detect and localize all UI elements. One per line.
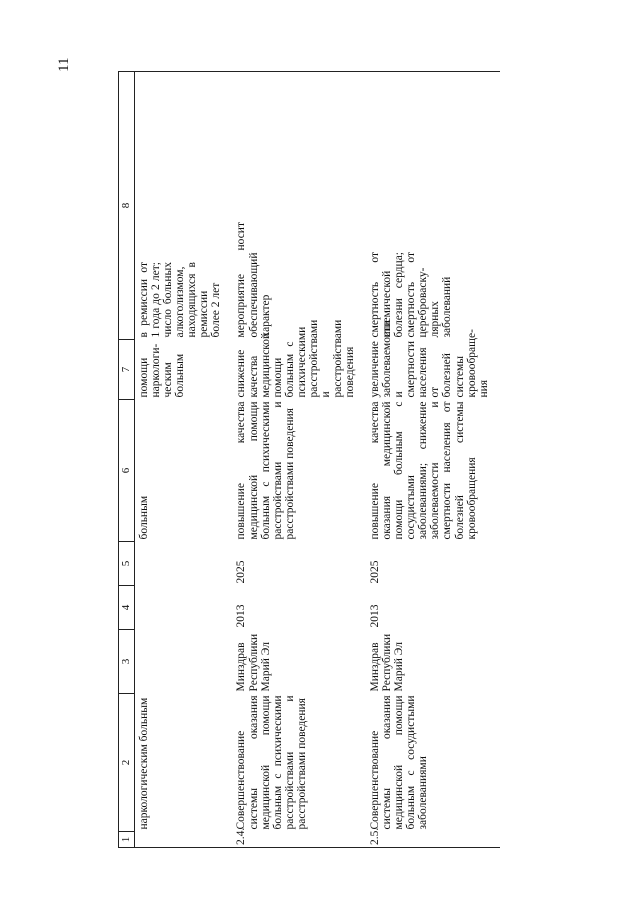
cell-end: 2025 (369, 560, 382, 584)
col-header-6: 6 (119, 400, 135, 542)
cell-end: 2025 (235, 560, 248, 584)
cell-num: 2.5. (366, 832, 500, 848)
table-row (366, 72, 500, 848)
cell-start (135, 586, 233, 630)
cell-executor: Минздрав Республики Марий Эл (235, 633, 272, 692)
header-row (119, 72, 135, 848)
col-header-3: 3 (119, 630, 135, 694)
cell-name: Совершенствование системы оказания медицинской помощи больным с психическими расстройствами и расстройствами поведения (235, 695, 308, 830)
cell-result: повышение качества оказания медицинской помощи больным с сосудистыми заболеваниями; снижение заболеваемости и смертности населения от болезней системы кровообращения (369, 401, 478, 540)
cell-num: 2.4. (232, 832, 366, 848)
cell-consequences: снижение качества медицинской помощи больным с психическими расстройствами и расстройствами поведения (235, 319, 356, 398)
cell-executor (135, 630, 233, 694)
col-header-4: 4 (119, 586, 135, 630)
program-table (118, 71, 500, 848)
cell-indicators: в ремиссии от 1 года до 2 лет; число больных алкоголизмом, находящихся в ремиссии более 2 лет (135, 72, 233, 340)
col-header-5: 5 (119, 542, 135, 586)
table-row (135, 72, 233, 848)
cell-consequences: помощи наркологи-ческим больным (138, 343, 187, 398)
cell-executor: Минздрав Республики Марий Эл (369, 633, 406, 692)
cell-indicators: мероприятие носит обеспечивающий характер (232, 72, 366, 340)
cell-indicators: смертность от ишемической болезни сердца; смертность от цереброваску-лярных заболеваний (366, 72, 500, 340)
col-header-7: 7 (119, 340, 135, 400)
cell-start: 2013 (369, 604, 382, 628)
cell-num (135, 832, 233, 848)
table-row (232, 72, 366, 848)
col-header-8: 8 (119, 72, 135, 340)
rotated-table-container (118, 72, 538, 848)
cell-consequences: увеличение заболеваемости и смертности населения от болезней системы кровообраще-ния (369, 320, 490, 398)
col-header-1: 1 (119, 832, 135, 848)
page-number: 11 (56, 57, 72, 72)
cell-name: Совершенствование системы оказания медицинской помощи больным с сосудистыми заболеваниями (369, 695, 430, 830)
cell-start: 2013 (235, 604, 248, 628)
cell-end (135, 542, 233, 586)
cell-result: повышение качества медицинской помощи больным с психическими расстройствами и расстройствами поведения (235, 401, 296, 540)
cell-name: наркологическим больным (138, 697, 150, 830)
cell-result: больным (138, 495, 150, 540)
col-header-2: 2 (119, 694, 135, 832)
